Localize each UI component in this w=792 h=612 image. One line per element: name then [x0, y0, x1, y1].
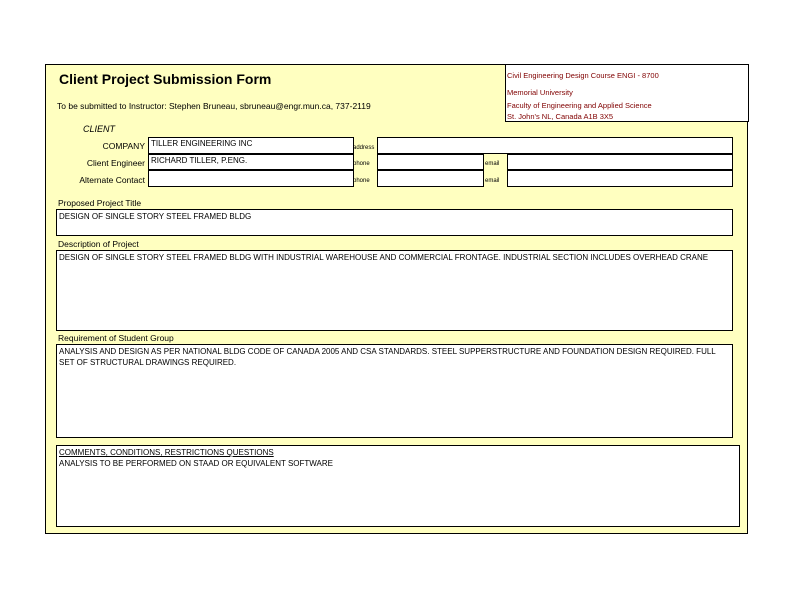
- description-field[interactable]: DESIGN OF SINGLE STORY STEEL FRAMED BLDG WITH INDUSTRIAL WAREHOUSE AND COMMERCIAL FRONTAGE. INDUSTRIAL SECTION INCLUDES OVERHEAD CRANE: [56, 250, 733, 331]
- alternate-contact-field[interactable]: [148, 170, 354, 187]
- comments-box[interactable]: [56, 445, 740, 527]
- submission-instructions: To be submitted to Instructor: Stephen Bruneau, sbruneau@engr.mun.ca, 737-2119: [57, 101, 371, 111]
- client-engineer-label: Client Engineer: [86, 158, 145, 168]
- comments-field: ANALYSIS TO BE PERFORMED ON STAAD OR EQUIVALENT SOFTWARE: [59, 459, 333, 468]
- course-info-line2: Memorial University: [507, 88, 573, 97]
- engineer-email-field[interactable]: [507, 154, 733, 170]
- alternate-contact-label: Alternate Contact: [79, 175, 145, 185]
- project-title-label: Proposed Project Title: [58, 198, 142, 208]
- comments-label: COMMENTS, CONDITIONS, RESTRICTIONS QUESTIONS: [59, 448, 274, 457]
- requirement-field[interactable]: ANALYSIS AND DESIGN AS PER NATIONAL BLDG CODE OF CANADA 2005 AND CSA STANDARDS. STEEL SUPPERSTRUCTURE AND FOUNDATION DESIGN REQUIRED. FULL SET OF STRUCTURAL DRAWINGS REQUIRED.: [56, 344, 733, 438]
- course-info-line4: St. John's NL, Canada A1B 3X5: [507, 112, 614, 121]
- alternate-email-field[interactable]: [507, 170, 733, 187]
- engineer-phone-label: phone: [353, 161, 370, 167]
- alternate-phone-field[interactable]: [377, 170, 484, 187]
- alternate-phone-label: phone: [353, 178, 370, 184]
- requirement-label: Requirement of Student Group: [58, 333, 174, 343]
- engineer-email-label: email: [485, 161, 500, 167]
- form-title: Client Project Submission Form: [59, 71, 272, 87]
- description-label: Description of Project: [58, 239, 139, 249]
- address-label: address: [353, 145, 375, 151]
- project-title-field[interactable]: DESIGN OF SINGLE STORY STEEL FRAMED BLDG: [56, 209, 733, 236]
- alternate-email-label: email: [485, 178, 500, 184]
- course-info-line1: Civil Engineering Design Course ENGI - 8700: [507, 71, 659, 80]
- client-engineer-field[interactable]: RICHARD TILLER, P.ENG.: [148, 154, 354, 170]
- engineer-phone-field[interactable]: [377, 154, 484, 170]
- client-heading: CLIENT: [83, 124, 116, 134]
- company-field[interactable]: TILLER ENGINEERING INC: [148, 137, 354, 154]
- address-field[interactable]: [377, 137, 733, 154]
- company-label: COMPANY: [102, 141, 145, 151]
- form-sheet: [45, 64, 748, 534]
- course-info-line3: Faculty of Engineering and Applied Science: [507, 101, 652, 110]
- course-info-box: [505, 64, 749, 122]
